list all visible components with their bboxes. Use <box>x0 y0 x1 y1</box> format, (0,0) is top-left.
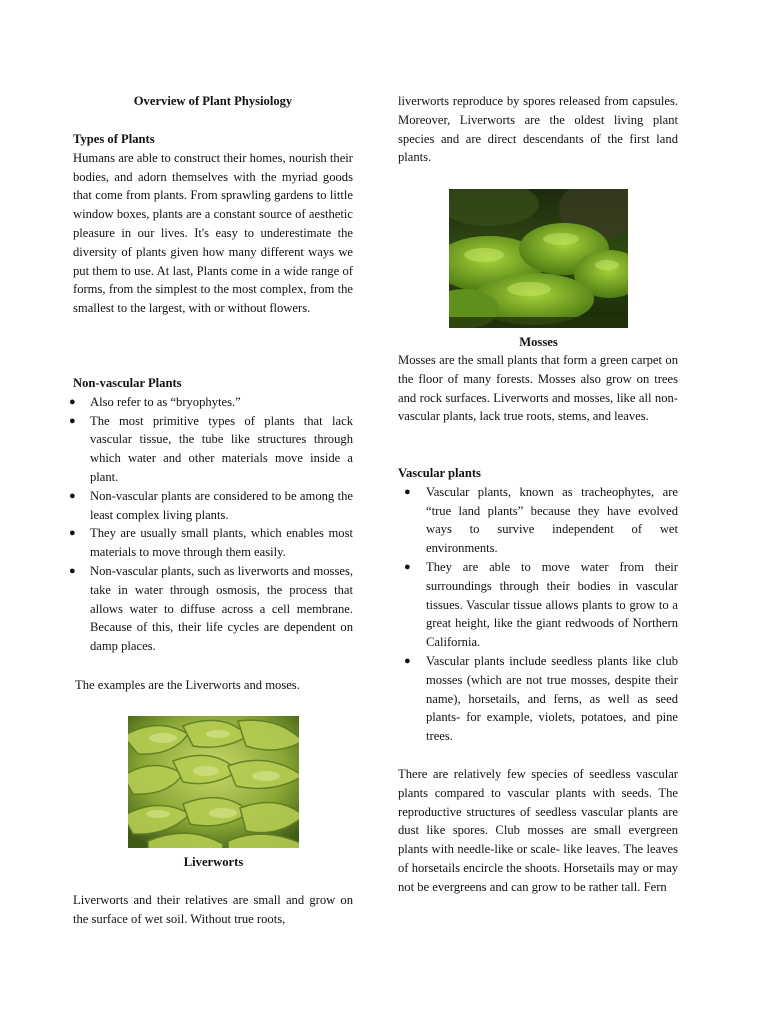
types-of-plants-paragraph: Humans are able to construct their homes, nourish their bodies, and adorn themselves with the myriad goods that come from plants. From sprawling gardens to little window boxes, plants are a constant source of aesthetic pleasure in our lives. It's easy to underestimate the diversity of plants given how many different ways we put them to use. At last, Plants come in a wide range of forms, from the simplest to the most complex, from the smallest to the largest, with or without flowers. <box>73 150 353 316</box>
list-item: ● They are able to move water from their surroundings through their bodies in vascular tissues. Vascular tissue allows plants to grow to a great height, like the giant redwoods of Northern California. <box>404 559 678 650</box>
liverworts-paragraph: Liverworts and their relatives are small and grow on the surface of wet soil. Without true roots, <box>73 893 353 926</box>
list-item: ● Vascular plants include seedless plants like club mosses (which are not true mosses, despite their name), horsetails, and ferns, as well as seed plants- for example, violets, potatoes, and pine trees. <box>404 653 678 744</box>
non-vascular-heading: Non-vascular Plants <box>73 376 182 390</box>
mosses-caption: Mosses <box>519 335 558 349</box>
bullet-icon: ● <box>404 485 411 498</box>
vascular-heading: Vascular plants <box>398 466 481 480</box>
list-item: ● The most primitive types of plants that lack vascular tissue, the tube like structures through which water and other materials move inside a plant. <box>69 413 353 484</box>
liverworts-illustration <box>128 716 299 848</box>
liverworts-image <box>128 716 299 848</box>
mosses-illustration <box>449 189 628 328</box>
bullet-icon: ● <box>69 527 76 540</box>
bullet-icon: ● <box>404 654 411 667</box>
list-item: ● Non-vascular plants are considered to be among the least complex living plants. <box>69 488 353 522</box>
mosses-image <box>449 189 628 328</box>
vascular-list <box>398 483 678 746</box>
liverworts-caption: Liverworts <box>183 855 244 869</box>
liverworts-continued-paragraph: liverworts reproduce by spores released from capsules. Moreover, Liverworts are the oldest living plant species and are direct descendants of the first land plants. <box>398 94 678 165</box>
bullet-icon: ● <box>69 564 76 577</box>
examples-line: The examples are the Liverworts and moses. <box>75 678 300 692</box>
mosses-paragraph: Mosses are the small plants that form a green carpet on the floor of many forests. Mosses also grow on trees and rock surfaces. Liverworts and mosses, like all non-vascular plants, lack true roots, stems, and leaves. <box>398 353 678 424</box>
list-item: ● Also refer to as “bryophytes.” <box>73 393 353 412</box>
document-title: Overview of Plant Physiology <box>133 94 293 108</box>
list-item: ● Non-vascular plants, such as liverworts and mosses, take in water through osmosis, the process that allows water to diffuse across a cell membrane. Because of this, their life cycles are dependent on damp places. <box>69 563 353 654</box>
bullet-icon: ● <box>69 395 76 408</box>
list-item: ● Vascular plants, known as tracheophytes, are “true land plants” because they have evolved ways to survive independent of wet environments. <box>404 484 678 556</box>
types-of-plants-section <box>73 130 353 318</box>
vascular-section <box>398 464 678 746</box>
non-vascular-list <box>69 393 353 656</box>
list-item: ● They are usually small plants, which enables most materials to move through them easily. <box>69 526 353 560</box>
bullet-icon: ● <box>69 414 76 427</box>
types-of-plants-heading: Types of Plants <box>73 132 155 146</box>
bullet-icon: ● <box>404 560 411 573</box>
bullet-icon: ● <box>69 489 76 502</box>
seedless-vascular-paragraph: There are relatively few species of seedless vascular plants compared to vascular plants with seeds. The reproductive structures of seedless vascular plants are dust like spores. Club mosses are small evergreen plants with needle-like or scale- like leaves. The leaves of horsetails encircle the shoots. Horsetails may or may not be evergreens and can grow to be rather tall. Fern <box>398 767 678 894</box>
non-vascular-section <box>69 374 353 656</box>
